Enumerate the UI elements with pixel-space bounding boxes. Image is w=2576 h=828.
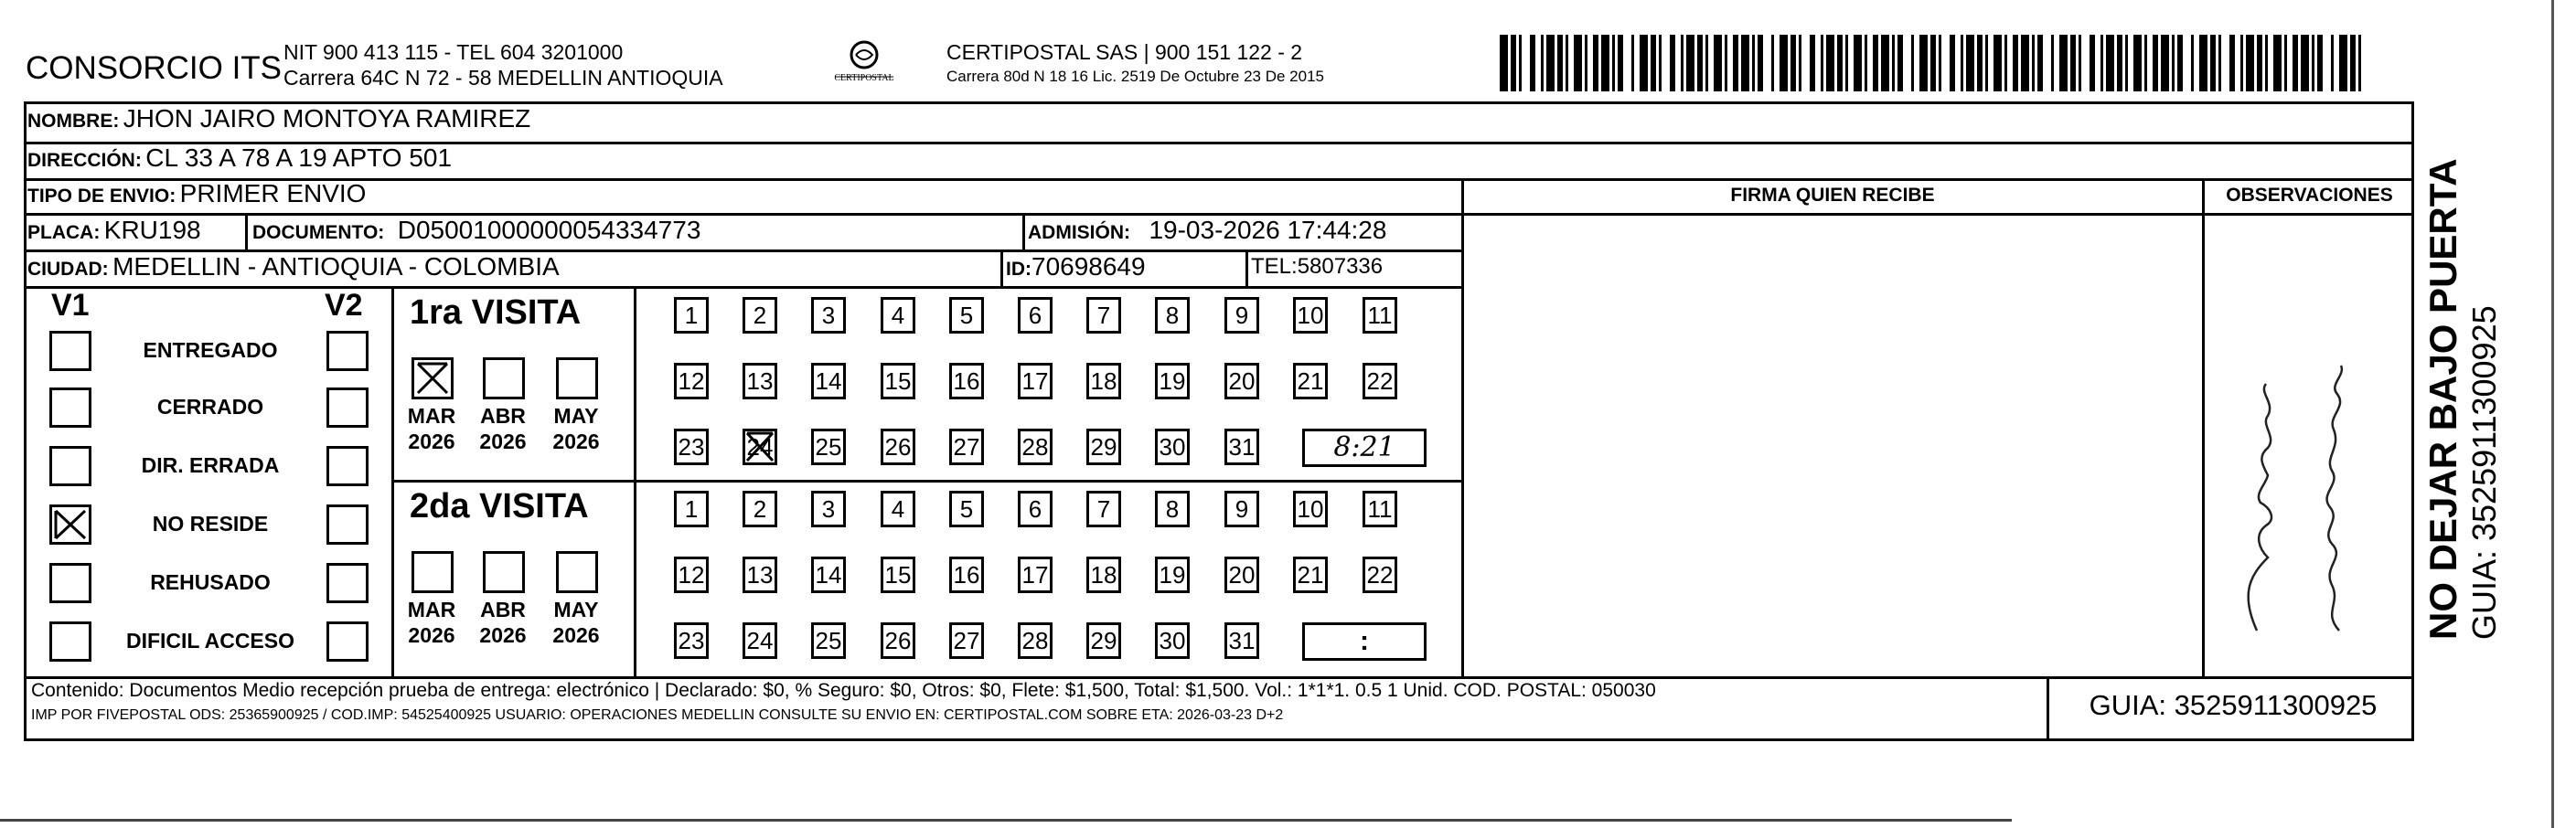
day-checkbox[interactable]: 2: [743, 297, 777, 334]
side-text: [2421, 128, 2540, 640]
day-checkbox[interactable]: 4: [881, 297, 915, 334]
barcode-bar: [2317, 35, 2323, 91]
barcode-bar: [1741, 35, 1749, 91]
barcode-bar: [1651, 35, 1656, 91]
barcode-bar: [2153, 35, 2158, 91]
month-checkbox[interactable]: [483, 551, 525, 593]
day-checkbox[interactable]: 11: [1363, 491, 1397, 527]
barcode-bar: [2265, 35, 2268, 91]
company-address: Carrera 64C N 72 - 58 MEDELLIN ANTIOQUIA: [283, 66, 723, 90]
barcode-bar: [2013, 35, 2018, 91]
month-label: [474, 403, 532, 454]
v2-checkbox[interactable]: [326, 387, 369, 428]
barcode-bar: [1593, 35, 1598, 91]
side-guia: GUIA: 3525911300925: [2465, 305, 2503, 640]
barcode-bar: [1911, 35, 1914, 91]
direccion-label: DIRECCIÓN:: [27, 150, 142, 171]
barcode-bar: [2051, 35, 2054, 91]
day-checkbox[interactable]: 5: [949, 297, 984, 334]
admision-row: [1028, 216, 1386, 245]
barcode-bar: [2339, 35, 2347, 91]
direccion-row: [27, 143, 452, 173]
barcode-bar: [1557, 35, 1563, 91]
v2-checkbox[interactable]: [326, 446, 369, 486]
barcode-bar: [1919, 35, 1928, 91]
barcode-bar: [1892, 35, 1895, 91]
barcode-bar: [2090, 35, 2095, 91]
barcode-bar: [2191, 35, 2194, 91]
placa-value: KRU198: [103, 216, 201, 244]
day-checkbox[interactable]: 15: [881, 363, 915, 399]
barcode-bar: [1881, 35, 1889, 91]
barcode-bar: [2172, 35, 2175, 91]
barcode-bar: [1985, 35, 1988, 91]
barcode-bar: [2125, 35, 2128, 91]
col-line: [245, 213, 248, 249]
documento-value: D05001000000054334773: [397, 216, 701, 244]
day-checkbox[interactable]: 30: [1155, 622, 1190, 659]
admision-value: 19-03-2026 17:44:28: [1149, 216, 1387, 244]
barcode-bar: [2161, 35, 2169, 91]
day-checkbox[interactable]: 8: [1155, 297, 1190, 334]
month-name: MAR: [407, 598, 456, 621]
day-checkbox[interactable]: 2: [743, 491, 777, 527]
barcode-bar: [1854, 35, 1862, 91]
month-label: [402, 597, 461, 648]
status-option-label: DIR. ERRADA: [141, 453, 280, 477]
col-line: [1000, 249, 1003, 286]
barcode-bar: [1810, 35, 1815, 91]
barcode-bar: [2059, 35, 2068, 91]
day-checkbox[interactable]: 20: [1224, 557, 1259, 593]
barcode-bar: [1640, 35, 1648, 91]
day-cross-mark: [745, 431, 775, 462]
col-line: [1245, 249, 1248, 286]
placa-label: PLACA:: [27, 222, 101, 243]
barcode-bar: [1897, 35, 1903, 91]
barcode-bar: [2133, 35, 2142, 91]
carrier-address: Carrera 80d N 18 16 Lic. 2519 De Octubre 23 De 2015: [946, 68, 1324, 85]
day-checkbox[interactable]: 13: [743, 557, 777, 593]
month-year: 2026: [408, 623, 455, 647]
day-checkbox[interactable]: 3: [811, 297, 846, 334]
day-checkbox[interactable]: 29: [1086, 429, 1121, 465]
ciudad-row: [27, 252, 560, 281]
day-checkbox[interactable]: 25: [811, 429, 846, 465]
day-checkbox[interactable]: 9: [1224, 491, 1259, 527]
day-checkbox[interactable]: 29: [1086, 622, 1121, 659]
barcode-bar: [1705, 35, 1708, 91]
day-checkbox[interactable]: 13: [743, 363, 777, 399]
day-checkbox[interactable]: 25: [811, 622, 846, 659]
barcode-bar: [1865, 35, 1867, 91]
month-checkbox[interactable]: [556, 551, 598, 593]
month-label: [547, 403, 605, 454]
day-checkbox[interactable]: 7: [1086, 491, 1121, 527]
barcode-bar: [2257, 35, 2262, 91]
day-checkbox[interactable]: 26: [881, 622, 915, 659]
day-checkbox[interactable]: 1: [674, 491, 709, 527]
day-checkbox[interactable]: 27: [949, 429, 984, 465]
barcode-bar: [2032, 35, 2035, 91]
day-checkbox[interactable]: 21: [1293, 557, 1328, 593]
barcode-bar: [1821, 35, 1823, 91]
v1-checkbox[interactable]: [49, 331, 91, 371]
barcode-bar: [1939, 35, 1941, 91]
footer-contenido: Contenido: Documentos Medio recepción prueba de entrega: electrónico | Declarado: $0, % Seguro: $0, Otros: $0, Flete: $1,500, Total: $1,500. Vol.: 1*1*1. 0.5 1 Unid. COD. POSTAL: 050030: [31, 680, 1656, 701]
barcode-bar: [1530, 35, 1535, 91]
barcode-bar: [1771, 35, 1774, 91]
barcode-bar: [1966, 35, 1974, 91]
day-checkbox[interactable]: 11: [1363, 297, 1397, 334]
tel-label: TEL:: [1251, 254, 1298, 279]
day-checkbox[interactable]: 17: [1018, 363, 1053, 399]
day-checkbox[interactable]: 26: [881, 429, 915, 465]
day-checkbox[interactable]: 5: [949, 491, 984, 527]
footer-imp: IMP POR FIVEPOSTAL ODS: 25365900925 / COD.IMP: 54525400925 USUARIO: OPERACIONES MEDELLIN CONSULTE SU ENVIO EN: CERTIPOSTAL.COM SOBRE ETA: 2026-03-23 D+2: [31, 707, 1284, 723]
barcode-bar: [2240, 35, 2243, 91]
day-checkbox[interactable]: 31: [1224, 429, 1259, 465]
barcode-bar: [1758, 35, 1763, 91]
barcode-bar: [1790, 35, 1796, 91]
page-edge-line: [2551, 0, 2554, 828]
barcode-bar: [1799, 35, 1801, 91]
v1-checkbox[interactable]: [49, 387, 91, 428]
barcode-bar: [2284, 35, 2287, 91]
day-checkbox[interactable]: 24: [743, 429, 777, 465]
day-checkbox[interactable]: 20: [1224, 363, 1259, 399]
day-checkbox[interactable]: 28: [1018, 622, 1053, 659]
documento-label: DOCUMENTO:: [252, 222, 385, 243]
col-line: [2047, 676, 2049, 741]
barcode-bar: [2177, 35, 2183, 91]
month-name: MAY: [553, 404, 599, 428]
documento-row: [252, 216, 700, 245]
row-line: [24, 676, 2414, 679]
barcode-bar: [2246, 35, 2254, 91]
side-no-dejar: NO DEJAR BAJO PUERTA: [2421, 158, 2464, 640]
v1-label: V1: [51, 288, 90, 323]
barcode-bar: [1714, 35, 1722, 91]
day-checkbox[interactable]: 1: [674, 297, 709, 334]
v2-checkbox[interactable]: [326, 504, 369, 545]
month-checkbox[interactable]: [412, 551, 454, 593]
month-label: [402, 403, 461, 454]
barcode-bar: [1993, 35, 2002, 91]
col-line: [2202, 178, 2205, 676]
visit-title: 2da VISITA: [410, 487, 589, 525]
nombre-label: NOMBRE:: [27, 111, 120, 132]
handwritten-note: [2213, 338, 2396, 649]
month-label: [547, 597, 605, 648]
month-label: [474, 597, 532, 648]
month-name: MAY: [553, 598, 599, 621]
month-checkbox[interactable]: [556, 357, 598, 399]
company-nit: NIT 900 413 115 - TEL 604 3201000: [283, 40, 624, 64]
barcode-bar: [1511, 35, 1516, 91]
month-year: 2026: [552, 623, 600, 647]
barcode-bar: [2331, 35, 2334, 91]
barcode-bar: [2199, 35, 2207, 91]
barcode-bar: [1601, 35, 1609, 91]
barcode: [1500, 35, 2368, 91]
barcode-bar: [1631, 35, 1634, 91]
barcode-bar: [1566, 35, 1568, 91]
nombre-row: [27, 104, 530, 133]
barcode-bar: [1686, 35, 1694, 91]
day-checkbox[interactable]: 3: [811, 491, 846, 527]
row-line: [24, 178, 2414, 181]
barcode-bar: [2037, 35, 2043, 91]
day-checkbox[interactable]: 22: [1363, 363, 1397, 399]
month-name: MAR: [407, 404, 456, 428]
month-year: 2026: [479, 623, 527, 647]
month-name: ABR: [480, 404, 526, 428]
visit-title: 1ra VISITA: [410, 293, 582, 332]
barcode-bar: [1873, 35, 1878, 91]
status-option-label: DIFICIL ACCESO: [125, 629, 294, 653]
barcode-bar: [2100, 35, 2103, 91]
barcode-bar: [2210, 35, 2216, 91]
day-checkbox[interactable]: 7: [1086, 297, 1121, 334]
ciudad-label: CIUDAD:: [27, 259, 109, 280]
day-checkbox[interactable]: 18: [1086, 363, 1121, 399]
day-checkbox[interactable]: 16: [949, 363, 984, 399]
barcode-bar: [1541, 35, 1544, 91]
tipo-row: [27, 179, 366, 208]
row-line: [391, 480, 1461, 483]
barcode-bar: [1546, 35, 1555, 91]
status-option-label: NO RESIDE: [152, 512, 269, 536]
barcode-bar: [1845, 35, 1848, 91]
day-checkbox[interactable]: 10: [1293, 491, 1328, 527]
day-checkbox[interactable]: 24: [743, 622, 777, 659]
barcode-bar: [2350, 35, 2356, 91]
barcode-bar: [2004, 35, 2007, 91]
month-year: 2026: [408, 430, 455, 453]
barcode-bar: [2312, 35, 2314, 91]
day-checkbox[interactable]: 30: [1155, 429, 1190, 465]
day-checkbox[interactable]: 12: [674, 557, 709, 593]
barcode-bar: [1826, 35, 1834, 91]
tel-value: 5807336: [1297, 254, 1384, 279]
barcode-bar: [2117, 35, 2122, 91]
id-row: [1006, 252, 1146, 281]
certipostal-logo: [828, 37, 901, 97]
footer-guia: GUIA: 3525911300925: [2089, 689, 2378, 721]
barcode-bar: [1618, 35, 1623, 91]
month-checkbox[interactable]: [483, 357, 525, 399]
id-value: 70698649: [1031, 252, 1146, 281]
tipo-value: PRIMER ENVIO: [179, 179, 367, 207]
day-checkbox[interactable]: 16: [949, 557, 984, 593]
direccion-value: CL 33 A 78 A 19 APTO 501: [145, 143, 453, 172]
barcode-bar: [2293, 35, 2298, 91]
barcode-bar: [2144, 35, 2147, 91]
v2-checkbox[interactable]: [326, 621, 369, 662]
barcode-bar: [2229, 35, 2235, 91]
barcode-bar: [2301, 35, 2309, 91]
carrier-name: CERTIPOSTAL SAS | 900 151 122 - 2: [946, 40, 1303, 64]
day-checkbox[interactable]: 8: [1155, 491, 1190, 527]
nombre-value: JHON JAIRO MONTOYA RAMIREZ: [123, 104, 531, 133]
barcode-bar: [1697, 35, 1703, 91]
barcode-bar: [1681, 35, 1683, 91]
status-option-label: ENTREGADO: [143, 338, 278, 362]
day-checkbox[interactable]: 12: [674, 363, 709, 399]
month-year: 2026: [552, 430, 600, 453]
time-field[interactable]: 8:21: [1302, 429, 1427, 467]
barcode-bar: [1780, 35, 1788, 91]
barcode-bar: [2070, 35, 2076, 91]
day-checkbox[interactable]: 19: [1155, 363, 1190, 399]
ciudad-value: MEDELLIN - ANTIOQUIA - COLOMBIA: [112, 252, 560, 281]
day-checkbox[interactable]: 22: [1363, 557, 1397, 593]
day-checkbox[interactable]: 17: [1018, 557, 1053, 593]
page-bottom-edge: [0, 819, 2012, 822]
day-checkbox[interactable]: 4: [881, 491, 915, 527]
barcode-bar: [1977, 35, 1983, 91]
day-checkbox[interactable]: 23: [674, 622, 709, 659]
barcode-bar: [1585, 35, 1587, 91]
status-option-label: CERRADO: [156, 395, 264, 419]
status-option-label: REHUSADO: [150, 570, 271, 594]
v1-checkbox[interactable]: [49, 504, 91, 545]
barcode-bar: [1725, 35, 1727, 91]
tel-row: [1251, 254, 1383, 280]
v1-checkbox[interactable]: [49, 446, 91, 486]
month-name: ABR: [480, 598, 526, 621]
day-checkbox[interactable]: 15: [881, 557, 915, 593]
company-name: CONSORCIO ITS: [26, 50, 283, 86]
barcode-bar: [2273, 35, 2282, 91]
barcode-bar: [1961, 35, 1963, 91]
placa-row: [27, 216, 201, 245]
month-checkbox[interactable]: [412, 357, 454, 399]
barcode-bar: [1500, 35, 1508, 91]
day-checkbox[interactable]: 9: [1224, 297, 1259, 334]
month-year: 2026: [479, 430, 527, 453]
day-checkbox[interactable]: 6: [1018, 297, 1053, 334]
barcode-bar: [2106, 35, 2114, 91]
barcode-bar: [1574, 35, 1582, 91]
barcode-bar: [1659, 35, 1662, 91]
day-checkbox[interactable]: 10: [1293, 297, 1328, 334]
day-checkbox[interactable]: 19: [1155, 557, 1190, 593]
id-label: ID:: [1006, 259, 1031, 280]
firma-header: FIRMA QUIEN RECIBE: [1730, 185, 1935, 206]
barcode-bar: [1670, 35, 1675, 91]
v2-label: V2: [325, 288, 363, 323]
barcode-bar: [1930, 35, 1936, 91]
barcode-bar: [1950, 35, 1955, 91]
admision-label: ADMISIÓN:: [1028, 222, 1130, 243]
col-line: [1022, 213, 1025, 249]
observaciones-header: OBSERVACIONES: [2226, 185, 2393, 206]
day-checkbox[interactable]: 28: [1018, 429, 1053, 465]
day-checkbox[interactable]: 18: [1086, 557, 1121, 593]
day-checkbox[interactable]: 21: [1293, 363, 1328, 399]
day-checkbox[interactable]: 14: [811, 363, 846, 399]
barcode-bar: [2218, 35, 2221, 91]
time-field[interactable]: :: [1302, 622, 1427, 661]
barcode-bar: [1519, 35, 1522, 91]
v1-checkbox[interactable]: [49, 563, 91, 603]
certipostal-logo-text: CERTIPOSTAL: [834, 73, 894, 83]
v1-checkbox[interactable]: [49, 621, 91, 662]
v2-checkbox[interactable]: [326, 331, 369, 371]
barcode-bar: [1733, 35, 1738, 91]
v2-checkbox[interactable]: [326, 563, 369, 603]
barcode-bar: [2358, 35, 2361, 91]
day-checkbox[interactable]: 31: [1224, 622, 1259, 659]
col-line: [1461, 178, 1464, 676]
barcode-bar: [2079, 35, 2081, 91]
day-checkbox[interactable]: 23: [674, 429, 709, 465]
barcode-bar: [1612, 35, 1615, 91]
tipo-label: TIPO DE ENVIO:: [27, 186, 176, 207]
day-checkbox[interactable]: 6: [1018, 491, 1053, 527]
day-checkbox[interactable]: 27: [949, 622, 984, 659]
barcode-bar: [2021, 35, 2029, 91]
row-line: [24, 286, 1463, 289]
barcode-bar: [1837, 35, 1843, 91]
barcode-bar: [1752, 35, 1755, 91]
day-checkbox[interactable]: 14: [811, 557, 846, 593]
